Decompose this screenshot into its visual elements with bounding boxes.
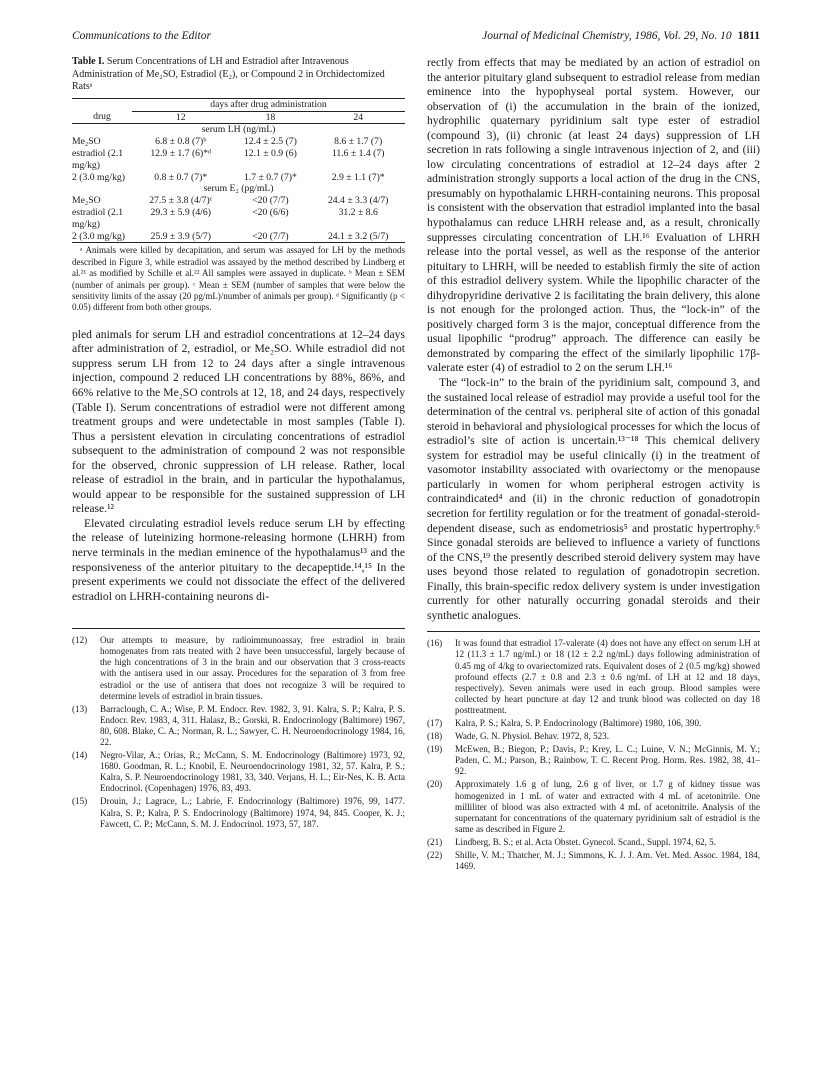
table-header-row-group (72, 98, 405, 111)
reference-item (72, 635, 405, 702)
reference-text: Shille, V. M.; Thatcher, M. J.; Simmons, K. J. J. Am. Vet. Med. Assoc. 1984, 184, 1469. (455, 850, 760, 872)
right-column (427, 56, 760, 874)
header-section-title: Communications to the Editor (72, 30, 211, 42)
col-group-label: days after drug administration (132, 98, 405, 111)
value-cell: <20 (7/7) (252, 230, 289, 242)
value-cell: 2.9 ± 1.1 (7)* (331, 171, 385, 183)
reference-number: (19) (427, 744, 443, 755)
section-row (72, 124, 405, 136)
table-caption-text: Serum Concentrations of LH and Estradiol after Intravenous Administration of Me₂SO, Estradiol (E₂), or Compound 2 in Orchidectomized Ratsᵃ (72, 56, 385, 93)
left-body-text (72, 328, 405, 604)
reference-text: McEwen, B.; Biegon, P.; Davis, P.; Krey, L. C.; Luine, V. N.; McGinnis, M. Y.; Paden, C. M.; Parson, B.; Rainbow, T. C. Recent Prog. Horm. Res. 1982, 38, 41–92. (455, 744, 760, 777)
value-cell: 12.4 ± 2.5 (7) (243, 136, 297, 148)
reference-number: (13) (72, 703, 88, 714)
right-body-text (427, 56, 760, 623)
value-cell: 27.5 ± 3.8 (4/7)ᶜ (149, 195, 213, 207)
page-number: 1811 (737, 30, 760, 42)
paragraph: Elevated circulating estradiol levels reduce serum LH by effecting the release of luteinizing hormone-releasing hormone (LHRH) from nerve terminals in the median eminence of the hypothalamus¹³ and the responsiveness of the anterior pituitary to the decapeptide.¹⁴,¹⁵ In the present experiments we could not dissociate the effect of the delivered estradiol on LHRH-containing neurons di- (72, 516, 405, 603)
col-header-day: 24 (311, 111, 405, 124)
drug-cell: Me₂SO (72, 195, 101, 207)
reference-text: Drouin, J.; Lagrace, L.; Labrie, F. Endocrinology (Baltimore) 1976, 99, 1477. Kalra, S. P.; Kalra, P. S. Endocrinology (Baltimore) 1974, 94, 845. Cooper, K. J.; Fawcett, C. P.; McCann, S. M. J. Endocrinol. 1973, 57, 187. (100, 796, 405, 829)
e2-rows (72, 195, 405, 243)
value-cell: 12.9 ± 1.7 (6)*ᵈ (150, 147, 212, 159)
table-row (72, 148, 405, 172)
reference-item (72, 704, 405, 748)
paragraph: pled animals for serum LH and estradiol concentrations at 12–24 days after administration of 2, estradiol, or Me₂SO. While estradiol did not suppress serum LH from 12 to 24 days after a single intravenous injection, compound 2 reduced LH concentrations by 88%, 86%, and 66% relative to the Me₂SO controls at 12, 18, and 24 days, respectively (Table I). Serum concentrations of estradiol were not different among treatment groups and were undetectable in most samples (Table I). Thus a persistent elevation in circulating concentrations of estradiol subsequent to the administration of compound 2 was not responsible for the observed, chronic suppression of LH release. Rather, local release of estradiol in the brain, and in particular the hypothalamus, would appear to be responsible for the sustained suppression of LH release.¹² (72, 327, 405, 516)
value-cell: <20 (6/6) (252, 206, 289, 218)
table-caption (72, 56, 405, 94)
drug-cell: Me₂SO (72, 136, 101, 148)
left-references (72, 628, 405, 830)
reference-number: (15) (72, 796, 88, 807)
reference-text: Lindberg, B. S.; et al. Acta Obstet. Gynecol. Scand., Suppl. 1974, 62, 5. (455, 836, 716, 847)
drug-cell: estradiol (2.1 mg/kg) (72, 206, 124, 230)
value-cell: 24.1 ± 3.2 (5/7) (327, 230, 389, 242)
right-references (427, 631, 760, 872)
reference-item (427, 744, 760, 777)
table-row (72, 136, 405, 148)
journal-page (72, 0, 760, 1071)
table-row (72, 231, 405, 243)
left-column (72, 56, 405, 832)
value-cell: 1.7 ± 0.7 (7)* (243, 171, 297, 183)
table-label: Table I. (72, 56, 105, 67)
reference-item (72, 750, 405, 794)
reference-number: (18) (427, 731, 443, 742)
reference-text: Wade, G. N. Physiol. Behav. 1972, 8, 523. (455, 731, 610, 742)
value-cell: 31.2 ± 8.6 (338, 206, 378, 218)
reference-item (427, 731, 760, 742)
table-row (72, 195, 405, 207)
value-cell: 6.8 ± 0.8 (7)ᵇ (155, 136, 207, 148)
reference-item (72, 796, 405, 829)
reference-text: It was found that estradiol 17-valerate (4) does not have any effect on serum LH at 12 (11.3 ± 1.7 ng/mL) or 18 (12 ± 2.2 ng/mL) days following administration of 0.45 mg of 4/kg to ovariectomized rats. Equivalent doses of 2 (0.5 mg/kg) showed profound effects (2.7 ± 0.8 and 2.3 ± 0.6 ng/mL of LH at 12 and 18 days, respectively). Seven animals were used in each group. Blood samples were collected by heart puncture at day 12 and trunk blood was collected on day 18 posttreatment. (455, 638, 760, 715)
drug-cell: 2 (3.0 mg/kg) (72, 171, 126, 183)
value-cell: <20 (7/7) (252, 195, 289, 207)
col-header-day: 18 (229, 111, 311, 124)
reference-number: (16) (427, 638, 443, 649)
reference-number: (20) (427, 779, 443, 790)
reference-number: (22) (427, 850, 443, 861)
table-footnote: ᵃ Animals were killed by decapitation, and serum was assayed for LH by the methods described in Figure 3, while estradiol was assayed by the method described by Lindberg et al.²¹ as modified by Schille et al.²² All samples were assayed in duplicate. ᵇ Mean ± SEM (number of animals per group). ᶜ Mean ± SEM (number of samples that were below the sensitivity limits of the assay (20 pg/mL)/number of animals per group). ᵈ Significantly (p < 0.05) different from both other groups. (72, 245, 405, 313)
reference-text: Kalra, P. S.; Kalra, S. P. Endocrinology (Baltimore) 1980, 106, 390. (455, 717, 702, 728)
reference-item (427, 837, 760, 848)
value-cell: 0.8 ± 0.7 (7)* (154, 171, 208, 183)
reference-text: Barraclough, C. A.; Wise, P. M. Endocr. Rev. 1982, 3, 91. Kalra, S. P.; Kalra, P. S. Endocr. Rev. 1983, 4, 311. Halasz, B.; Gorski, R. Endocrinology (Baltimore) 1967, 80, 608. Blake, C. A.; Norman, R. L.; Sawyer, C. H. Neuroendocrinology 1984, 16, 22. (100, 703, 405, 748)
reference-item (427, 718, 760, 729)
drug-cell: estradiol (2.1 mg/kg) (72, 147, 124, 171)
value-cell: 12.1 ± 0.9 (6) (243, 147, 297, 159)
reference-number: (17) (427, 717, 443, 728)
col-header-drug: drug (72, 111, 132, 124)
value-cell: 29.3 ± 5.9 (4/6) (150, 206, 211, 218)
reference-text: Our attempts to measure, by radioimmunoassay, free estradiol in brain homogenates from rats treated with 2 have been unsuccessful, largely because of the high concentrations of 3 in the brain and our observation that 3 cross-reacts with the antisera used in our assay. Procedures for the separation of 3 from free estradiol or the use of antisera that does not recognize 3 will be required to determine levels of estradiol in brain tissues. (100, 635, 405, 701)
running-header (72, 30, 760, 46)
reference-text: Negro-Vilar, A.; Orias, R.; McCann, S. M. Endocrinology (Baltimore) 1973, 92, 1680. Goodman, R. L.; Knobil, E. Neuroendocrinology 1981, 32, 57. Kalra, P. S.; Kalra, S. P. Neuroendocrinology 1981, 33, 340. Verjans, H. L.; Eir-Nes, K. B. Acta Endocrinol. (Copenhagen) 1976, 83, 493. (100, 750, 405, 794)
section-label-lh: serum LH (ng/mL) (201, 124, 276, 136)
reference-item (427, 638, 760, 716)
reference-number: (12) (72, 635, 88, 646)
value-cell: 25.9 ± 3.9 (5/7) (150, 230, 211, 242)
data-table (72, 98, 405, 244)
reference-number: (21) (427, 836, 443, 847)
reference-number: (14) (72, 750, 88, 761)
header-journal-citation (482, 30, 760, 42)
table-row (72, 207, 405, 231)
drug-cell: 2 (3.0 mg/kg) (72, 230, 126, 242)
table-row (72, 172, 405, 184)
section-row (72, 183, 405, 195)
header-journal-name: Journal of Medicinal Chemistry, 1986, Vol. 29, No. 10 (482, 30, 732, 42)
reference-text: Approximately 1.6 g of lung, 2.6 g of liver, or 1.7 g of kidney tissue was homogenized in 1 mL of water and extracted with 4 mL of acetonitrile. One milliliter of blood was also extracted with 4 mL of acetonitrile. Analysis of the supernatant for concentrations of the quaternary pyridinium salt of estradiol is the same as described in Figure 2. (455, 779, 760, 834)
table-header-row (72, 111, 405, 124)
value-cell: 24.4 ± 3.3 (4/7) (327, 195, 389, 207)
value-cell: 8.6 ± 1.7 (7) (334, 136, 383, 148)
paragraph: rectly from effects that may be mediated by an action of estradiol on the anterior pituitary gland subsequent to estradiol release from median eminence into the hypophyseal portal system. However, our observation of (i) the accumulation in the brain of the ionized, hydrophilic quaternary pyridinium salt type ester of estradiol (compound 3), (ii) chronic (at least 24 days) suppression of LH secretion in rats following a single intravenous injection of 2, and (iii) low circulating concentrations of estradiol at 12–24 days after 2 administration strongly supports a local action of the drug in the CNS, presumably on hypothalamic LHRH-containing neurons. This proposal is consistent with the observation that estradiol implanted into the basal hypothalamus can reduce LHRH release and, as a result, chronically suppresses circulating concentration of LH.¹⁶ Evaluation of LHRH release into the portal vessel, as well as the response of the anterior pituitary to LHRH, will be needed to establish firmly the site of action of this estradiol delivery system. While the lipophilic character of the dihydropyridine derivative 2 is facilitating the brain delivery, this alone is not enough for the prolonged action. Thus, the “lock-in” of the positively charged form 3 is the major, conceptual difference from the usual lipophilic “prodrug” approach. The difference can easily be demonstrated by comparing the effect of the similarly lipophilic 17β-valerate ester (4) of estradiol to 2 on the serum LH.¹⁶ (427, 56, 760, 375)
section-label-e2: serum E₂ (pg/mL) (203, 183, 274, 195)
col-header-day: 12 (132, 111, 229, 124)
paragraph: The “lock-in” to the brain of the pyridinium salt, compound 3, and the sustained local release of estradiol may provide a useful tool for the determination of the central vs. peripheral site of action of this gonadal steroid in behavioral and physiological processes for which the locus of estradiol’s site of action is uncertain.¹³⁻¹⁸ This chemical delivery system for estradiol may be useful clinically (i) in the treatment of vasomotor instability associated with ovariectomy or the menopause particularly in women for whom peripheral estrogen activity is contraindicated⁴ and (ii) in the chronic reduction of gonadotropin secretion for fertility regulation or for the treatment of gonadal-steroid-dependent disease, such as endometriosis⁵ and prostatic hypertrophy.⁶ Since gonadal steroids are believed to influence a variety of functions of the CNS,¹⁹ the presently described steroid delivery system may have uses beyond those related to regulation of gonadotropin secretion. Finally, this brain-specific redox delivery system is under investigation currently for other naturally occurring gonadal steroids and their synthetic analogues. (427, 376, 760, 622)
lh-rows (72, 136, 405, 183)
reference-item (427, 850, 760, 872)
value-cell: 11.6 ± 1.4 (7) (331, 147, 385, 159)
reference-item (427, 779, 760, 834)
